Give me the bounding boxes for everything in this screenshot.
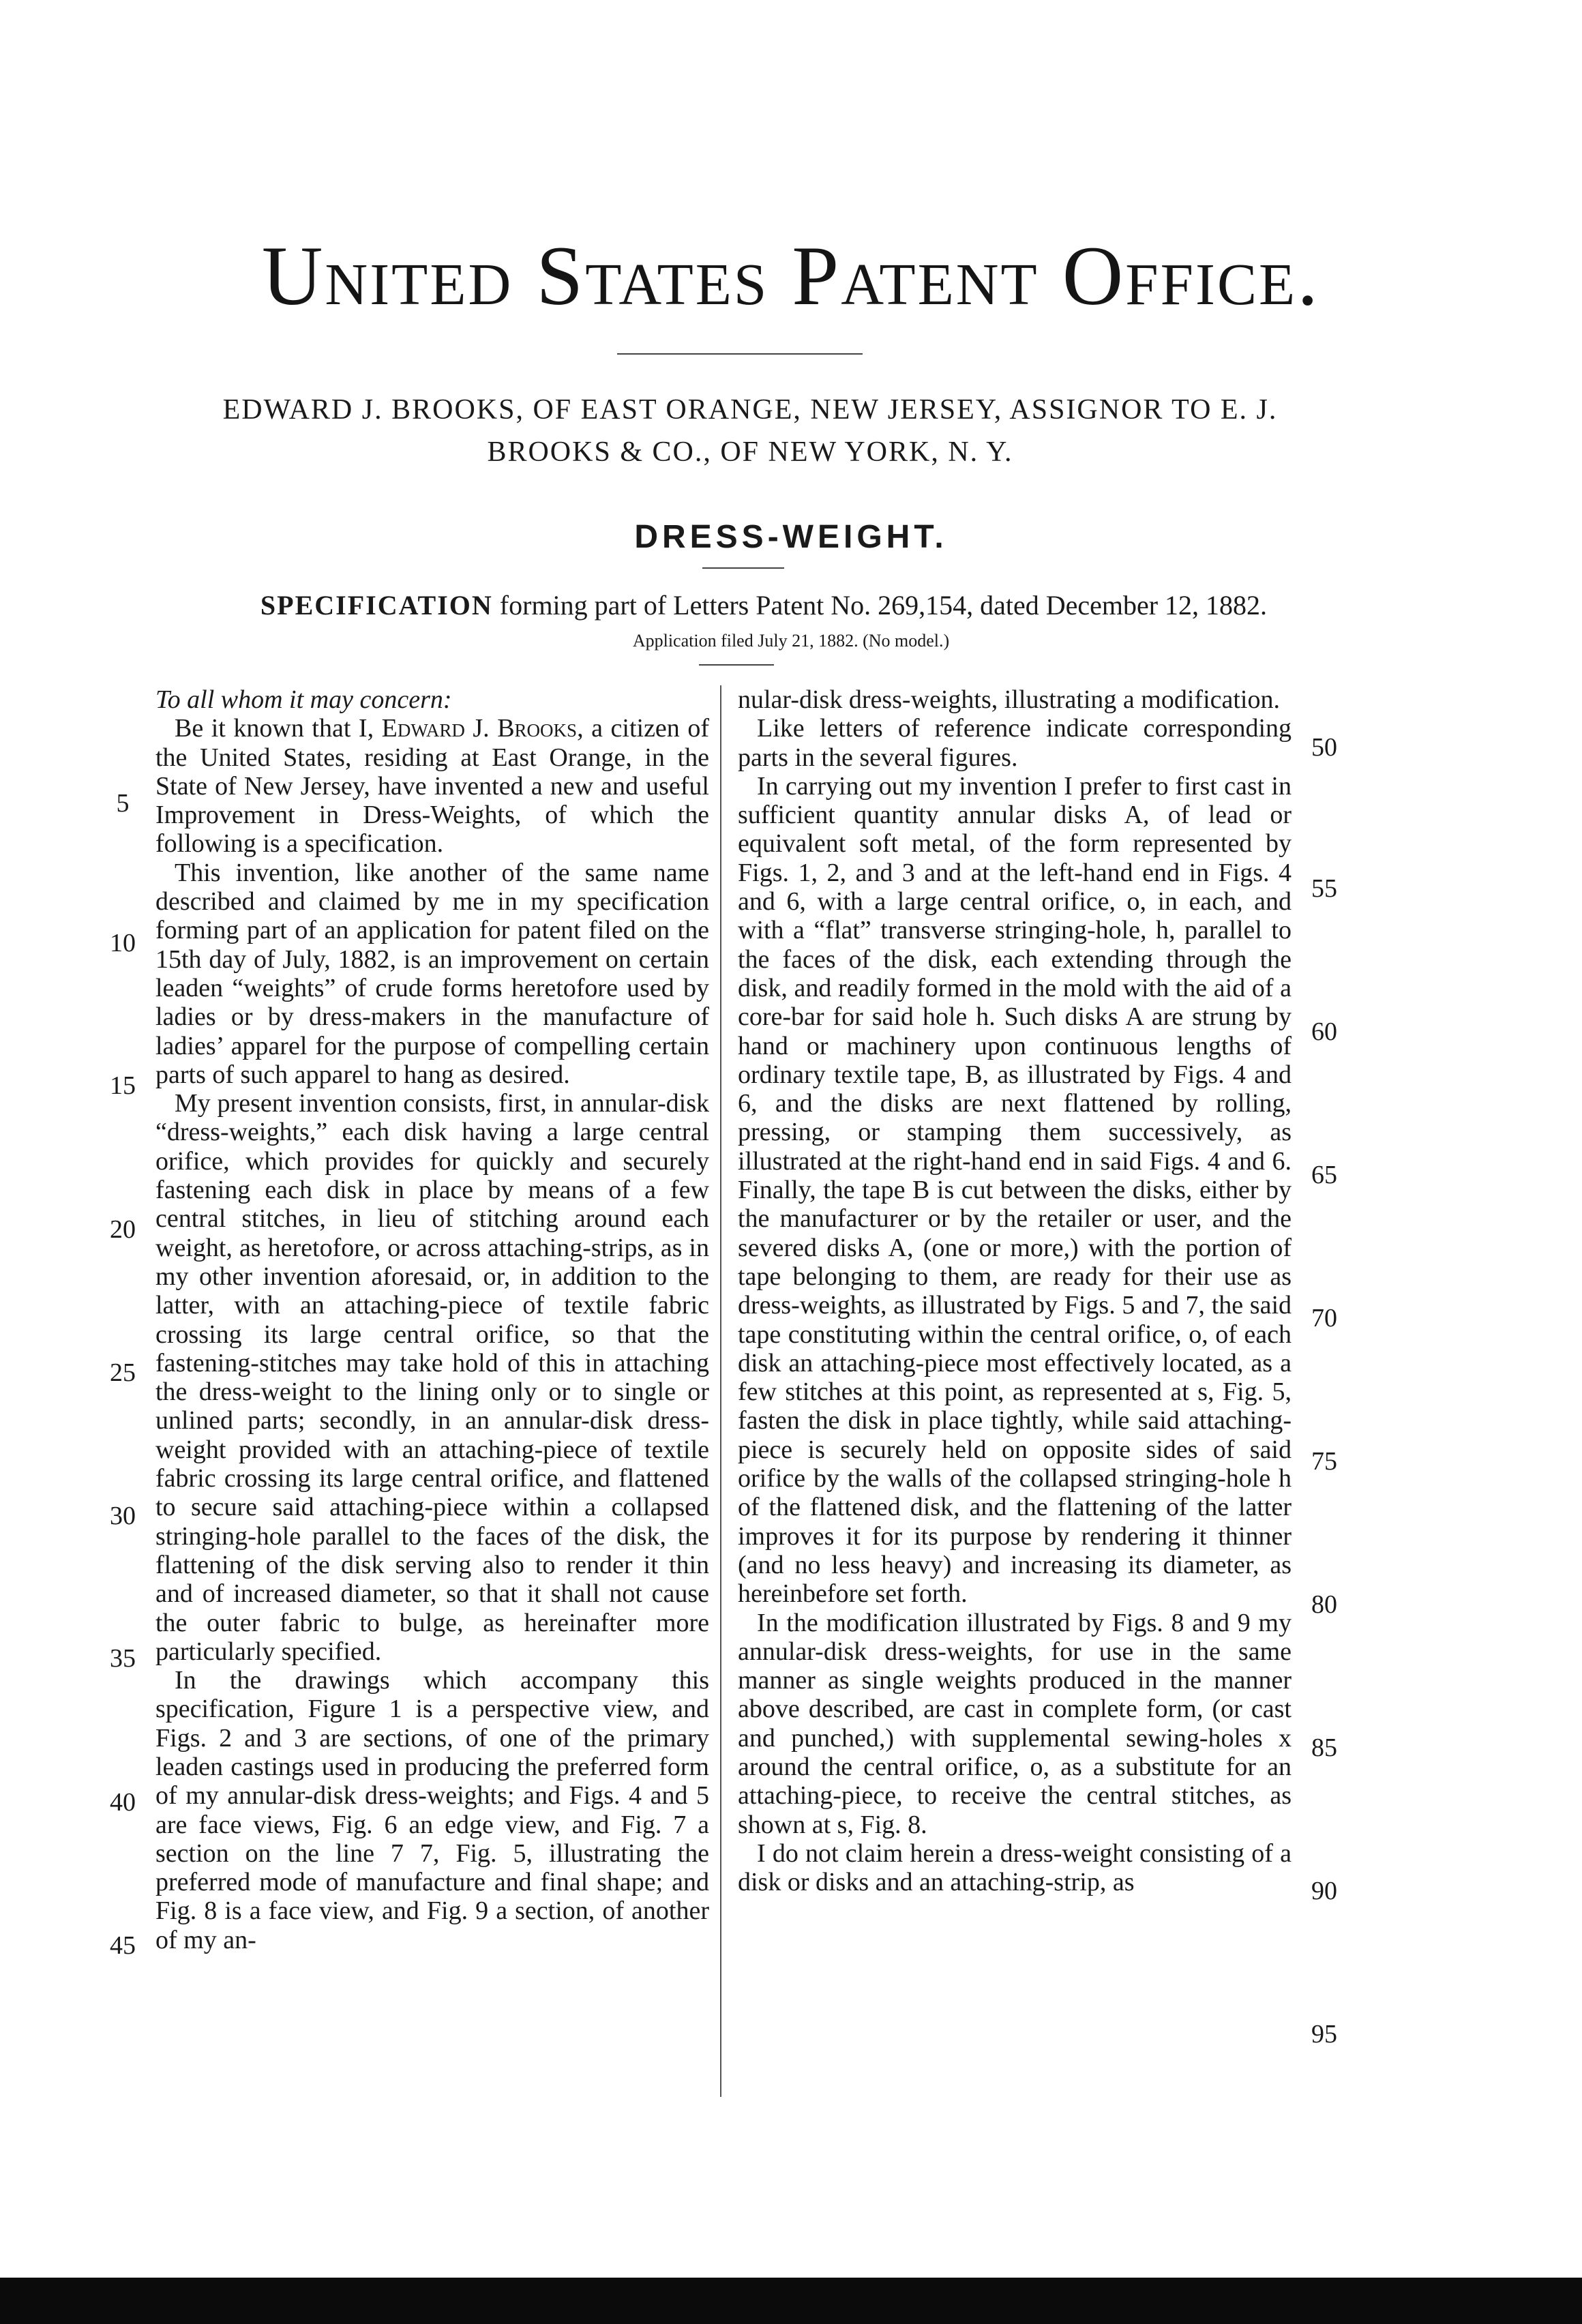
line-number: 85 [1311, 1733, 1337, 1762]
paragraph: I do not claim herein a dress-weight consisting of a disk or disks and an attaching-strip, as [738, 1838, 1292, 1897]
paragraph-text: Be it known that I, [175, 714, 382, 743]
line-number: 50 [1311, 733, 1337, 762]
invention-title: DRESS-WEIGHT. [634, 519, 948, 555]
specification-line [177, 586, 1350, 625]
paragraph: In the drawings which accompany this specification, Figure 1 is a perspective view, and Figs. 2 and 3 are sections, of one of the primary leaden castings used in producing the preferred form of my annular-disk dress-weights; and Figs. 4 and 5 are face views, Fig. 6 an edge view, and Fig. 7 a section on the line 7 7, Fig. 5, illustrating the preferred mode of manufacture and final shape; and Fig. 8 is a face view, and Fig. 9 a section, of another of my an- [155, 1666, 709, 1954]
scan-edge-bar [0, 2278, 1582, 2324]
line-number: 75 [1311, 1447, 1337, 1476]
paragraph: This invention, like another of the same name described and claimed by me in my specification forming part of an application for patent filed on the 15th day of July, 1882, is an improvement on certain leaden “weights” of crude forms heretofore used by ladies or by dress-makers in the manufacture of ladies’ apparel for the purpose of compelling certain parts of such apparel to hang as desired. [155, 858, 709, 1089]
line-number: 10 [110, 929, 136, 957]
line-number: 65 [1311, 1161, 1337, 1189]
paragraph-text: , a citizen of the United States, residing at East Orange, in the State of New Jersey, have invented a new and useful Improvement in Dress-Weights, of which the following is a specification. [155, 714, 709, 859]
line-number: 45 [110, 1931, 136, 1960]
line-number: 90 [1311, 1877, 1337, 1905]
line-number: 80 [1311, 1590, 1337, 1619]
inventor-line: EDWARD J. BROOKS, OF EAST ORANGE, NEW JERSEY, ASSIGNOR TO E. J. BROOKS & CO., OF NEW YORK, N. Y. [222, 394, 1278, 468]
right-column [738, 685, 1292, 1896]
line-number: 70 [1311, 1304, 1337, 1332]
paragraph: nular-disk dress-weights, illustrating a modification. [738, 685, 1280, 714]
salutation: To all whom it may concern: [155, 685, 452, 714]
paragraph: In carrying out my invention I prefer to first cast in sufficient quantity annular disks A, of lead or equivalent soft metal, of the form represented by Figs. 1, 2, and 3 and at the left-hand end in Figs. 4 and 6, with a large central orifice, o, in each, and with a “flat” transverse stringing-hole, h, parallel to the faces of the disk, each extending through the disk, and readily formed in the mold with the aid of a core-bar for said hole h. Such disks A are strung by hand or machinery upon continuous lengths of ordinary textile tape, B, as illustrated by Figs. 4 and 6, and the disks are next flattened by rolling, pressing, or stamping them successively, as illustrated at the right-hand end in said Figs. 4 and 6. Finally, the tape B is cut between the disks, either by the manufacturer or by the retailer or user, and the severed disks A, (one or more,) with the portion of tape belonging to them, are ready for their use as dress-weights, as illustrated by Figs. 5 and 7, the said tape constituting within the central orifice, o, of each disk an attaching-piece most effectively located, as a few stitches at this point, as represented at s, Fig. 5, fasten the disk in place tightly, while said attaching-piece is securely held on opposite sides of said orifice by the walls of the collapsed stringing-hole h of the flattened disk, and the flattening of the latter improves it for its purpose by rendering it thinner (and no less heavy) and increasing its diameter, as hereinbefore set forth. [738, 771, 1292, 1609]
paragraph: My present invention consists, first, in annular-disk “dress-weights,” each disk having a large central orifice, which provides for quickly and securely fastening each disk in place by means of a few central stitches, in lieu of stitching around each weight, as heretofore, or across attaching-strips, as in my other invention aforesaid, or, in addition to the latter, with an attaching-piece of textile fabric crossing its large central orifice, so that the fastening-stitches may take hold of this in attaching the dress-weight to the lining only or to single or unlined parts; secondly, in an annular-disk dress-weight provided with an attaching-piece of textile fabric crossing its large central orifice, and flattened to secure said attaching-piece within a collapsed stringing-hole parallel to the faces of the disk, the flattening of the disk serving also to render it thin and of increased diameter, so that it shall not cause the outer fabric to bulge, as hereinafter more particularly specified. [155, 1089, 709, 1666]
line-number: 30 [110, 1502, 136, 1530]
specification-text: forming part of Letters Patent No. 269,154, dated December 12, 1882. [492, 590, 1268, 621]
line-number: 55 [1311, 874, 1337, 903]
office-title: United States Patent Office. [261, 229, 1321, 323]
line-number: 35 [110, 1644, 136, 1673]
application-rule [699, 664, 774, 666]
invention-rule [702, 567, 784, 569]
paragraph: In the modification illustrated by Figs. 8 and 9 my annular-disk dress-weights, for use in the same manner as single weights produced in the manner above described, are cast in complete form, (or cast and punched,) with supplemental sewing-holes x around the central orifice, o, as a substitute for an attaching-piece, to receive the central stitches, as shown at s, Fig. 8. [738, 1608, 1292, 1839]
inventor-name: Edward J. Brooks [381, 714, 578, 743]
paragraph [155, 714, 709, 858]
specification-lead: SPECIFICATION [260, 590, 493, 621]
line-number: 5 [116, 789, 130, 818]
column-divider [720, 685, 721, 2097]
line-number: 20 [110, 1215, 136, 1244]
line-number: 25 [110, 1358, 136, 1387]
line-number: 95 [1311, 2020, 1337, 2049]
title-rule [617, 353, 863, 355]
paragraph: Like letters of reference indicate corresponding parts in the several figures. [738, 714, 1292, 772]
application-line: Application filed July 21, 1882. (No model.) [632, 631, 950, 651]
line-number: 60 [1311, 1017, 1337, 1046]
line-number: 40 [110, 1788, 136, 1817]
line-number: 15 [110, 1071, 136, 1100]
left-column [155, 685, 709, 1954]
